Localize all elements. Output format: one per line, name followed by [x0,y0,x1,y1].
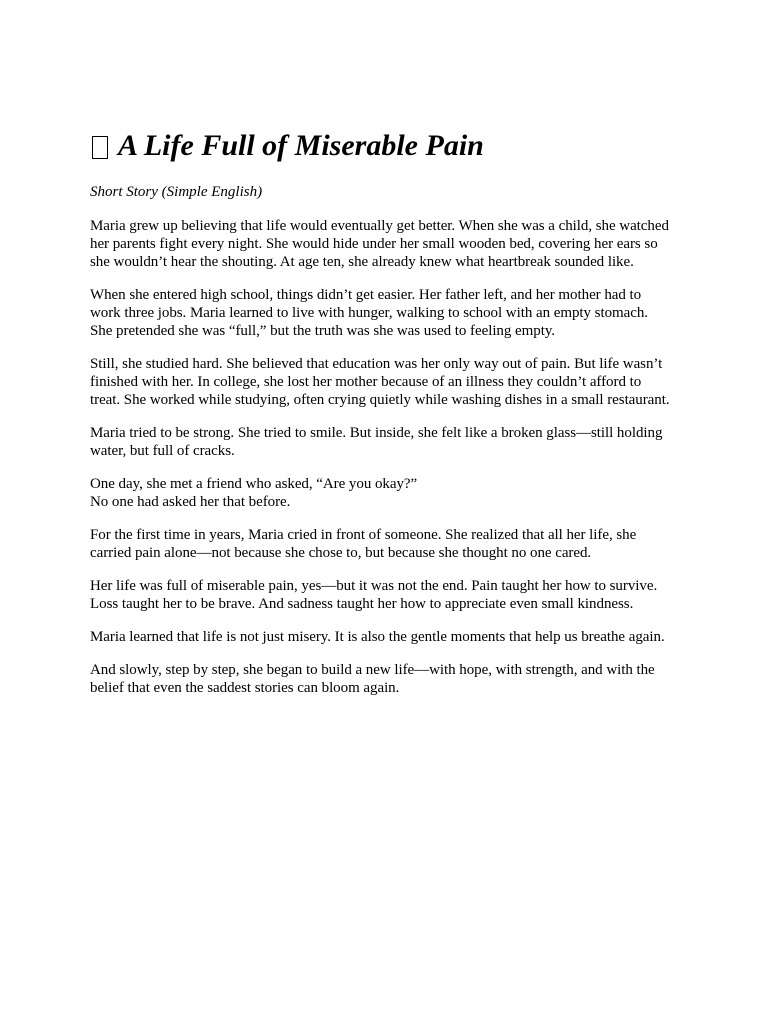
paragraph-line: Her life was full of miserable pain, yes—but it was not the end. Pain taught her how to survive. [90,578,658,594]
paragraph-line: When she entered high school, things didn’t get easier. Her father left, and her mother had to [90,287,642,303]
page-title [90,126,688,166]
paragraph-line: Maria tried to be strong. She tried to smile. But inside, she felt like a broken glass—still holding [90,425,663,441]
subtitle: Short Story (Simple English) [90,184,263,200]
paragraph-line: She pretended she was “full,” but the truth was she was used to feeling empty. [90,323,556,339]
story-paragraph [90,217,688,271]
paragraph-line: Maria learned that life is not just misery. It is also the gentle moments that help us breathe again. [90,629,665,645]
paragraph-line: Maria grew up believing that life would eventually get better. When she was a child, she watched [90,218,669,234]
paragraph-line: And slowly, step by step, she began to build a new life—with hope, with strength, and with the [90,662,655,678]
paragraph-line: For the first time in years, Maria cried in front of someone. She realized that all her life, she [90,527,637,543]
story-paragraph [90,424,688,460]
paragraph-line: Still, she studied hard. She believed that education was her only way out of pain. But life wasn’t [90,356,663,372]
paragraph-line: No one had asked her that before. [90,494,291,510]
document-content [90,126,688,697]
story-paragraph [90,286,688,340]
story-paragraph [90,526,688,562]
paragraph-line: belief that even the saddest stories can bloom again. [90,680,400,696]
paragraph-line: water, but full of cracks. [90,443,235,459]
story-paragraph [90,628,688,646]
paragraph-line: One day, she met a friend who asked, “Are you okay?” [90,476,418,492]
paragraph-line: carried pain alone—not because she chose to, but because she thought no one cared. [90,545,592,561]
story-paragraph [90,577,688,613]
missing-glyph-icon [92,136,108,159]
paragraph-line: work three jobs. Maria learned to live with hunger, walking to school with an empty stomach. [90,305,649,321]
paragraph-line: her parents fight every night. She would hide under her small wooden bed, covering her ears so [90,236,658,252]
story-paragraph [90,355,688,409]
story-paragraph [90,475,688,511]
story-paragraph [90,661,688,697]
page-title-text: A Life Full of Miserable Pain [118,129,484,162]
paragraph-line: she wouldn’t hear the shouting. At age ten, she already knew what heartbreak sounded like. [90,254,634,270]
paragraph-line: treat. She worked while studying, often crying quietly while washing dishes in a small restaurant. [90,392,670,408]
paragraph-line: finished with her. In college, she lost her mother because of an illness they couldn’t afford to [90,374,642,390]
paragraph-line: Loss taught her to be brave. And sadness taught her how to appreciate even small kindness. [90,596,634,612]
